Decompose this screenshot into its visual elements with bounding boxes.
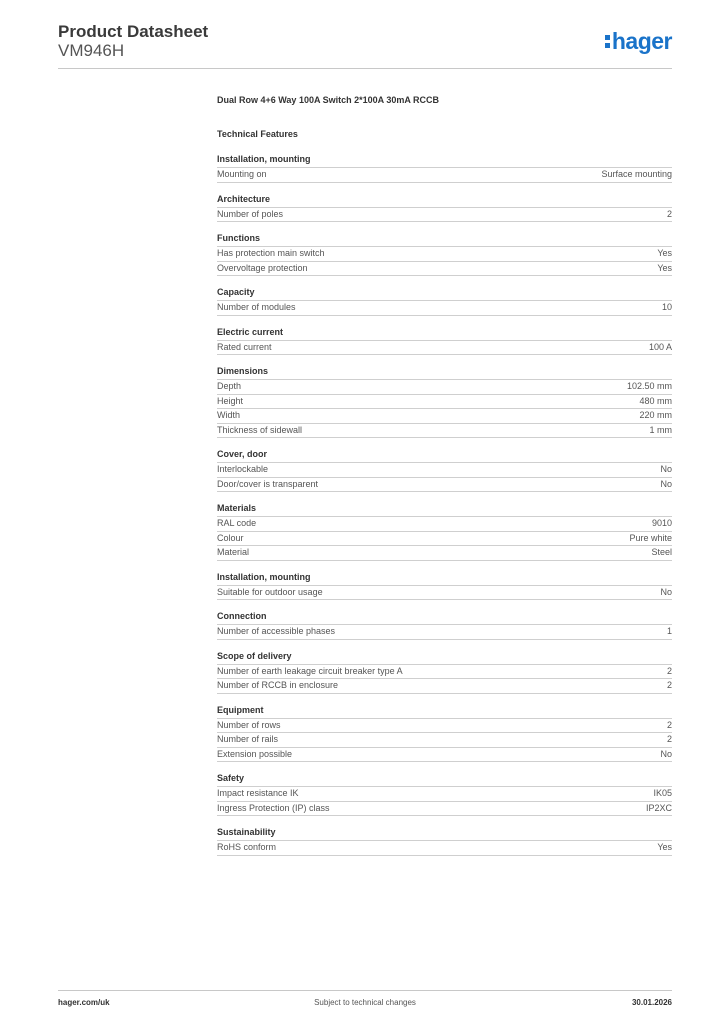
feature-row [217, 424, 672, 439]
feature-label: Colour [217, 532, 244, 543]
feature-label: Height [217, 395, 244, 406]
feature-label: Number of modules [217, 302, 296, 312]
feature-value: 9010 [651, 518, 672, 528]
feature-value: 2 [666, 719, 672, 730]
section-title: Safety [217, 772, 672, 787]
feature-label: Has protection main switch [217, 248, 325, 258]
feature-value: 2 [666, 208, 672, 219]
product-code: VM946H [58, 41, 125, 60]
feature-label: Extension possible [217, 748, 293, 759]
feature-value: 2 [666, 665, 672, 676]
feature-value: Yes [657, 842, 672, 852]
feature-row [217, 546, 672, 561]
feature-section [217, 193, 672, 223]
feature-row [217, 478, 672, 493]
feature-value: 220 mm [639, 410, 672, 420]
feature-row [217, 168, 672, 183]
feature-row [217, 665, 672, 680]
feature-label: Overvoltage protection [217, 262, 308, 273]
header-divider [58, 68, 672, 69]
feature-value: 1 mm [649, 424, 672, 435]
feature-value: 480 mm [639, 395, 672, 406]
feature-section [217, 502, 672, 561]
section-title: Dimensions [217, 365, 672, 380]
feature-value: IP2XC [645, 802, 672, 813]
feature-value: No [660, 464, 672, 474]
feature-value: 2 [666, 680, 672, 690]
feature-row [217, 463, 672, 478]
feature-value: 100 A [648, 341, 672, 352]
feature-section [217, 365, 672, 438]
hager-logo [605, 28, 672, 55]
feature-section [217, 772, 672, 816]
feature-value: No [660, 586, 672, 597]
feature-section [217, 650, 672, 694]
feature-row [217, 787, 672, 802]
feature-value: Pure white [629, 532, 672, 543]
feature-row [217, 517, 672, 532]
feature-row [217, 341, 672, 356]
feature-row [217, 247, 672, 262]
page-header [58, 20, 672, 68]
logo-text: hager [611, 28, 672, 54]
feature-label: Thickness of sidewall [217, 424, 303, 435]
feature-row [217, 748, 672, 763]
feature-label: Suitable for outdoor usage [217, 586, 323, 597]
feature-label: Impact resistance IK [217, 788, 299, 798]
feature-label: Depth [217, 381, 242, 391]
feature-value: 1 [666, 626, 672, 636]
feature-label: Number of poles [217, 208, 284, 219]
feature-section [217, 232, 672, 276]
section-title: Capacity [217, 286, 672, 301]
feature-section [217, 448, 672, 492]
feature-label: Mounting on [217, 169, 267, 179]
feature-section [217, 326, 672, 356]
feature-label: Rated current [217, 341, 272, 352]
feature-row [217, 532, 672, 547]
feature-value: 10 [661, 302, 672, 312]
feature-row [217, 409, 672, 424]
feature-label: Door/cover is transparent [217, 478, 319, 489]
feature-value: 102.50 mm [626, 381, 672, 391]
feature-row [217, 719, 672, 734]
feature-label: Number of rails [217, 734, 279, 744]
feature-label: Material [217, 547, 250, 557]
feature-sections [217, 153, 672, 856]
feature-row [217, 586, 672, 601]
section-title: Materials [217, 502, 672, 517]
feature-row [217, 262, 672, 277]
page-title: Product Datasheet [58, 22, 209, 41]
feature-section [217, 286, 672, 316]
feature-section [217, 153, 672, 183]
feature-value: No [660, 478, 672, 489]
feature-label: RAL code [217, 518, 257, 528]
feature-row [217, 679, 672, 694]
section-title: Cover, door [217, 448, 672, 463]
feature-value: 2 [666, 734, 672, 744]
section-title: Architecture [217, 193, 672, 208]
footer-notice: Subject to technical changes [314, 998, 416, 1007]
feature-label: RoHS conform [217, 842, 277, 852]
section-title: Equipment [217, 704, 672, 719]
section-title: Installation, mounting [217, 571, 672, 586]
feature-value: Yes [657, 262, 672, 273]
feature-value: Surface mounting [601, 169, 672, 179]
feature-row [217, 841, 672, 856]
feature-label: Interlockable [217, 464, 269, 474]
feature-row [217, 208, 672, 223]
feature-label: Number of rows [217, 719, 281, 730]
feature-row [217, 301, 672, 316]
feature-section [217, 704, 672, 763]
footer-divider [58, 990, 672, 991]
footer-date: 30.01.2026 [631, 998, 672, 1007]
feature-row [217, 395, 672, 410]
feature-section [217, 826, 672, 856]
feature-section [217, 571, 672, 601]
product-title: Dual Row 4+6 Way 100A Switch 2*100A 30mA RCCB [217, 95, 439, 105]
footer-website: hager.com/uk [58, 998, 110, 1007]
features-heading: Technical Features [217, 129, 298, 139]
section-title: Connection [217, 610, 672, 625]
section-title: Installation, mounting [217, 153, 672, 168]
section-title: Sustainability [217, 826, 672, 841]
section-title: Functions [217, 232, 672, 247]
section-title: Electric current [217, 326, 672, 341]
datasheet-content [217, 95, 672, 866]
feature-row [217, 625, 672, 640]
feature-label: Ingress Protection (IP) class [217, 802, 330, 813]
feature-row [217, 733, 672, 748]
feature-label: Number of RCCB in enclosure [217, 680, 339, 690]
feature-row [217, 802, 672, 817]
feature-label: Number of earth leakage circuit breaker type A [217, 665, 403, 676]
feature-label: Width [217, 410, 241, 420]
feature-section [217, 610, 672, 640]
feature-value: IK05 [653, 788, 672, 798]
feature-label: Number of accessible phases [217, 626, 336, 636]
logo-colon-icon [605, 32, 611, 50]
feature-value: Yes [657, 248, 672, 258]
feature-value: Steel [651, 547, 672, 557]
section-title: Scope of delivery [217, 650, 672, 665]
feature-value: No [660, 748, 672, 759]
feature-row [217, 380, 672, 395]
